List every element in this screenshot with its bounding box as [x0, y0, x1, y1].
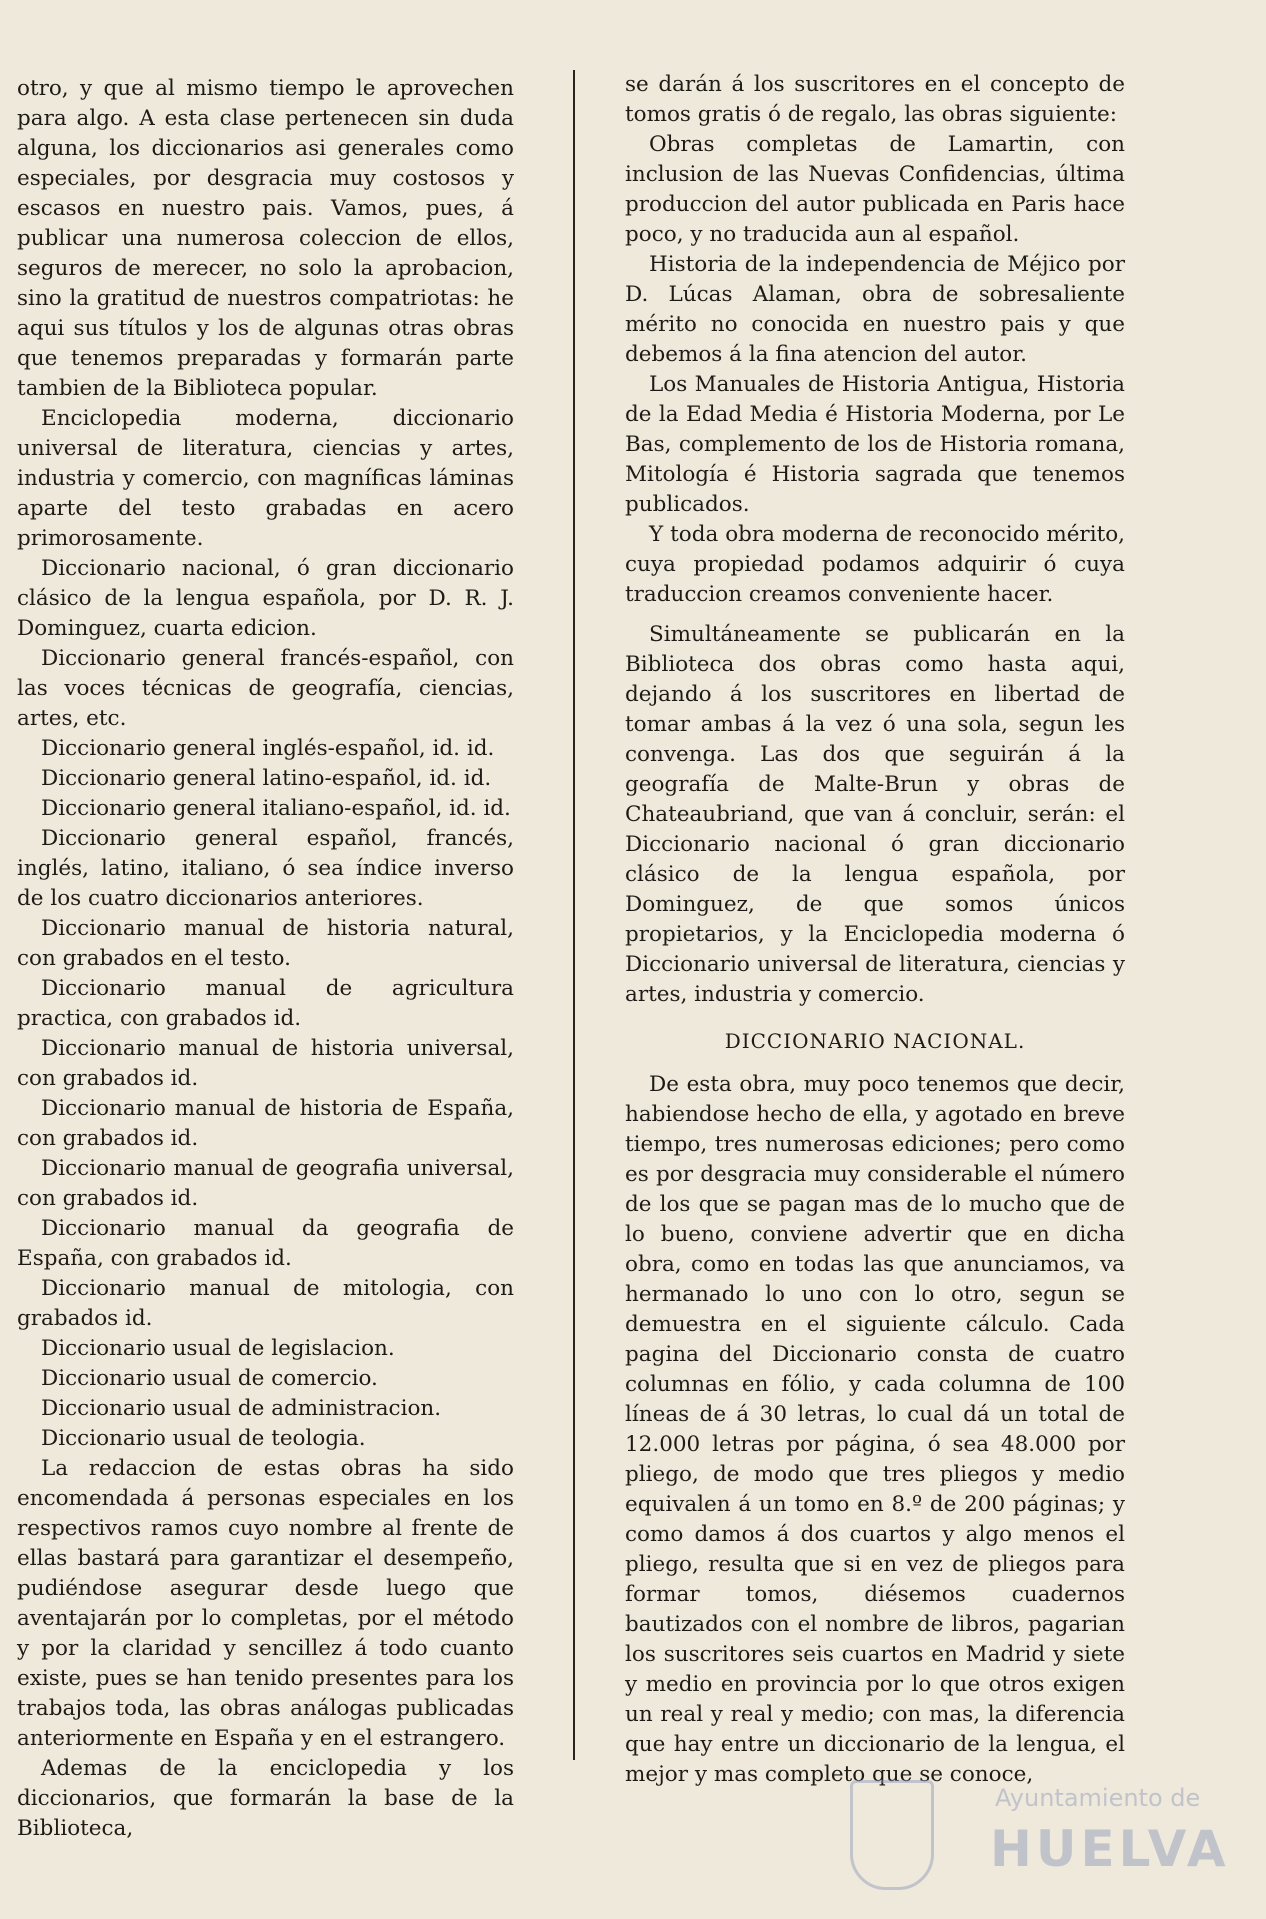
left-paragraph: Enciclopedia moderna, diccionario universal de literatura, ciencias y artes, industria y comercio, con magníficas láminas aparte del testo grabadas en acero primorosamente. [17, 406, 514, 551]
left-column [17, 74, 514, 1844]
left-paragraph: Diccionario general francés-español, con las voces técnicas de geografía, ciencias, artes, etc. [17, 646, 514, 731]
left-paragraph: Diccionario usual de administracion. [41, 1396, 442, 1421]
watermark-line1: Ayuntamiento de [995, 1784, 1201, 1812]
right-paragraph: Simultáneamente se publicarán en la Biblioteca dos obras como hasta aqui, dejando á los suscritores en libertad de tomar ambas á la vez ó una sola, segun les convenga. Las dos que seguirán á la geografía de Malte-Brun y obras de Chateaubriand, que van á concluir, serán: el Diccionario nacional ó gran diccionario clásico de la lengua española, por Dominguez, de que somos únicos propietarios, y la Enciclopedia moderna ó Diccionario universal de literatura, ciencias y artes, industria y comercio. [625, 622, 1125, 1007]
left-paragraph: Diccionario general inglés-español, id. id. [41, 736, 495, 761]
left-paragraph: Diccionario manual de historia natural, con grabados en el testo. [17, 916, 514, 971]
left-paragraph: Diccionario general español, francés, inglés, latino, italiano, ó sea índice inverso de los cuatro diccionarios anteriores. [17, 826, 514, 911]
left-paragraph: La redaccion de estas obras ha sido encomendada á personas especiales en los respectivos ramos cuyo nombre al frente de ellas bastará para garantizar el desempeño, pudiéndose asegurar desde luego que aventajarán por lo completas, por el método y por la claridad y sencillez á todo cuanto existe, pues se han tenido presentes para los trabajos toda, las obras análogas publicadas anteriormente en España y en el estrangero. [17, 1456, 514, 1751]
left-paragraph: Diccionario manual de geografia universal, con grabados id. [17, 1156, 514, 1211]
left-paragraph: Diccionario general italiano-español, id. id. [41, 796, 511, 821]
left-paragraph: Diccionario manual de historia universal, con grabados id. [17, 1036, 514, 1091]
archive-watermark [850, 1780, 1230, 1890]
left-paragraph: Diccionario general latino-español, id. id. [41, 766, 492, 791]
column-divider [573, 70, 575, 1760]
right-paragraph: De esta obra, muy poco tenemos que decir, habiendose hecho de ella, y agotado en breve tiempo, tres numerosas ediciones; pero como es por desgracia muy considerable el número de los que se pagan mas de lo mucho que de lo bueno, conviene advertir que en dicha obra, como en todas las que anunciamos, va hermanado lo uno con lo otro, segun se demuestra en el siguiente cálculo. Cada pagina del Diccionario consta de cuatro columnas en fólio, y cada columna de 100 líneas de á 30 letras, lo cual dá un total de 12.000 letras por página, ó sea 48.000 por pliego, de modo que tres pliegos y medio equivalen á un tomo en 8.º de 200 páginas; y como damos á dos cuartos y algo menos el pliego, resulta que si en vez de pliegos para formar tomos, diésemos cuadernos bautizados con el nombre de libros, pagarian los suscritores seis cuartos en Madrid y siete y medio en provincia por lo que otros exigen un real y real y medio; con mas, la diferencia que hay entre un diccionario de la lengua, el mejor y mas completo que se conoce, [625, 1072, 1125, 1787]
watermark-line2: HUELVA [990, 1820, 1230, 1878]
left-paragraph: Diccionario usual de comercio. [41, 1366, 378, 1391]
right-column [625, 70, 1125, 1790]
left-paragraph: Diccionario manual de historia de España, con grabados id. [17, 1096, 514, 1151]
right-lead: se darán á los suscritores en el concepto de tomos gratis ó de regalo, las obras siguiente: [625, 72, 1125, 127]
left-paragraph: Diccionario nacional, ó gran diccionario clásico de la lengua española, por D. R. J. Dominguez, cuarta edicion. [17, 556, 514, 641]
left-paragraph: Diccionario manual de mitologia, con grabados id. [17, 1276, 514, 1331]
left-paragraph: Diccionario usual de teologia. [41, 1426, 366, 1451]
left-paragraph: otro, y que al mismo tiempo le aprovechen para algo. A esta clase pertenecen sin duda alguna, los diccionarios asi generales como especiales, por desgracia muy costosos y escasos en nuestro pais. Vamos, pues, á publicar una numerosa coleccion de ellos, seguros de merecer, no solo la aprobacion, sino la gratitud de nuestros compatriotas: he aqui sus títulos y los de algunas otras obras que tenemos preparadas y formarán parte tambien de la Biblioteca popular. [17, 76, 514, 401]
left-paragraph: Ademas de la enciclopedia y los diccionarios, que formarán la base de la Biblioteca, [17, 1756, 514, 1841]
right-paragraph: Los Manuales de Historia Antigua, Historia de la Edad Media é Historia Moderna, por Le Bas, complemento de los de Historia romana, Mitología é Historia sagrada que tenemos publicados. [625, 372, 1125, 517]
left-paragraph: Diccionario manual da geografia de España, con grabados id. [17, 1216, 514, 1271]
section-heading: DICCIONARIO NACIONAL. [724, 1029, 1026, 1053]
right-paragraph: Y toda obra moderna de reconocido mérito, cuya propiedad podamos adquirir ó cuya traduccion creamos conveniente hacer. [625, 522, 1125, 607]
coat-of-arms-icon [850, 1780, 934, 1890]
left-paragraph: Diccionario manual de agricultura practica, con grabados id. [17, 976, 514, 1031]
left-paragraph: Diccionario usual de legislacion. [41, 1336, 395, 1361]
right-paragraph: Historia de la independencia de Méjico por D. Lúcas Alaman, obra de sobresaliente mérito no conocida en nuestro pais y que debemos á la fina atencion del autor. [625, 252, 1125, 367]
right-paragraph: Obras completas de Lamartin, con inclusion de las Nuevas Confidencias, última produccion del autor publicada en Paris hace poco, y no traducida aun al español. [625, 132, 1125, 247]
